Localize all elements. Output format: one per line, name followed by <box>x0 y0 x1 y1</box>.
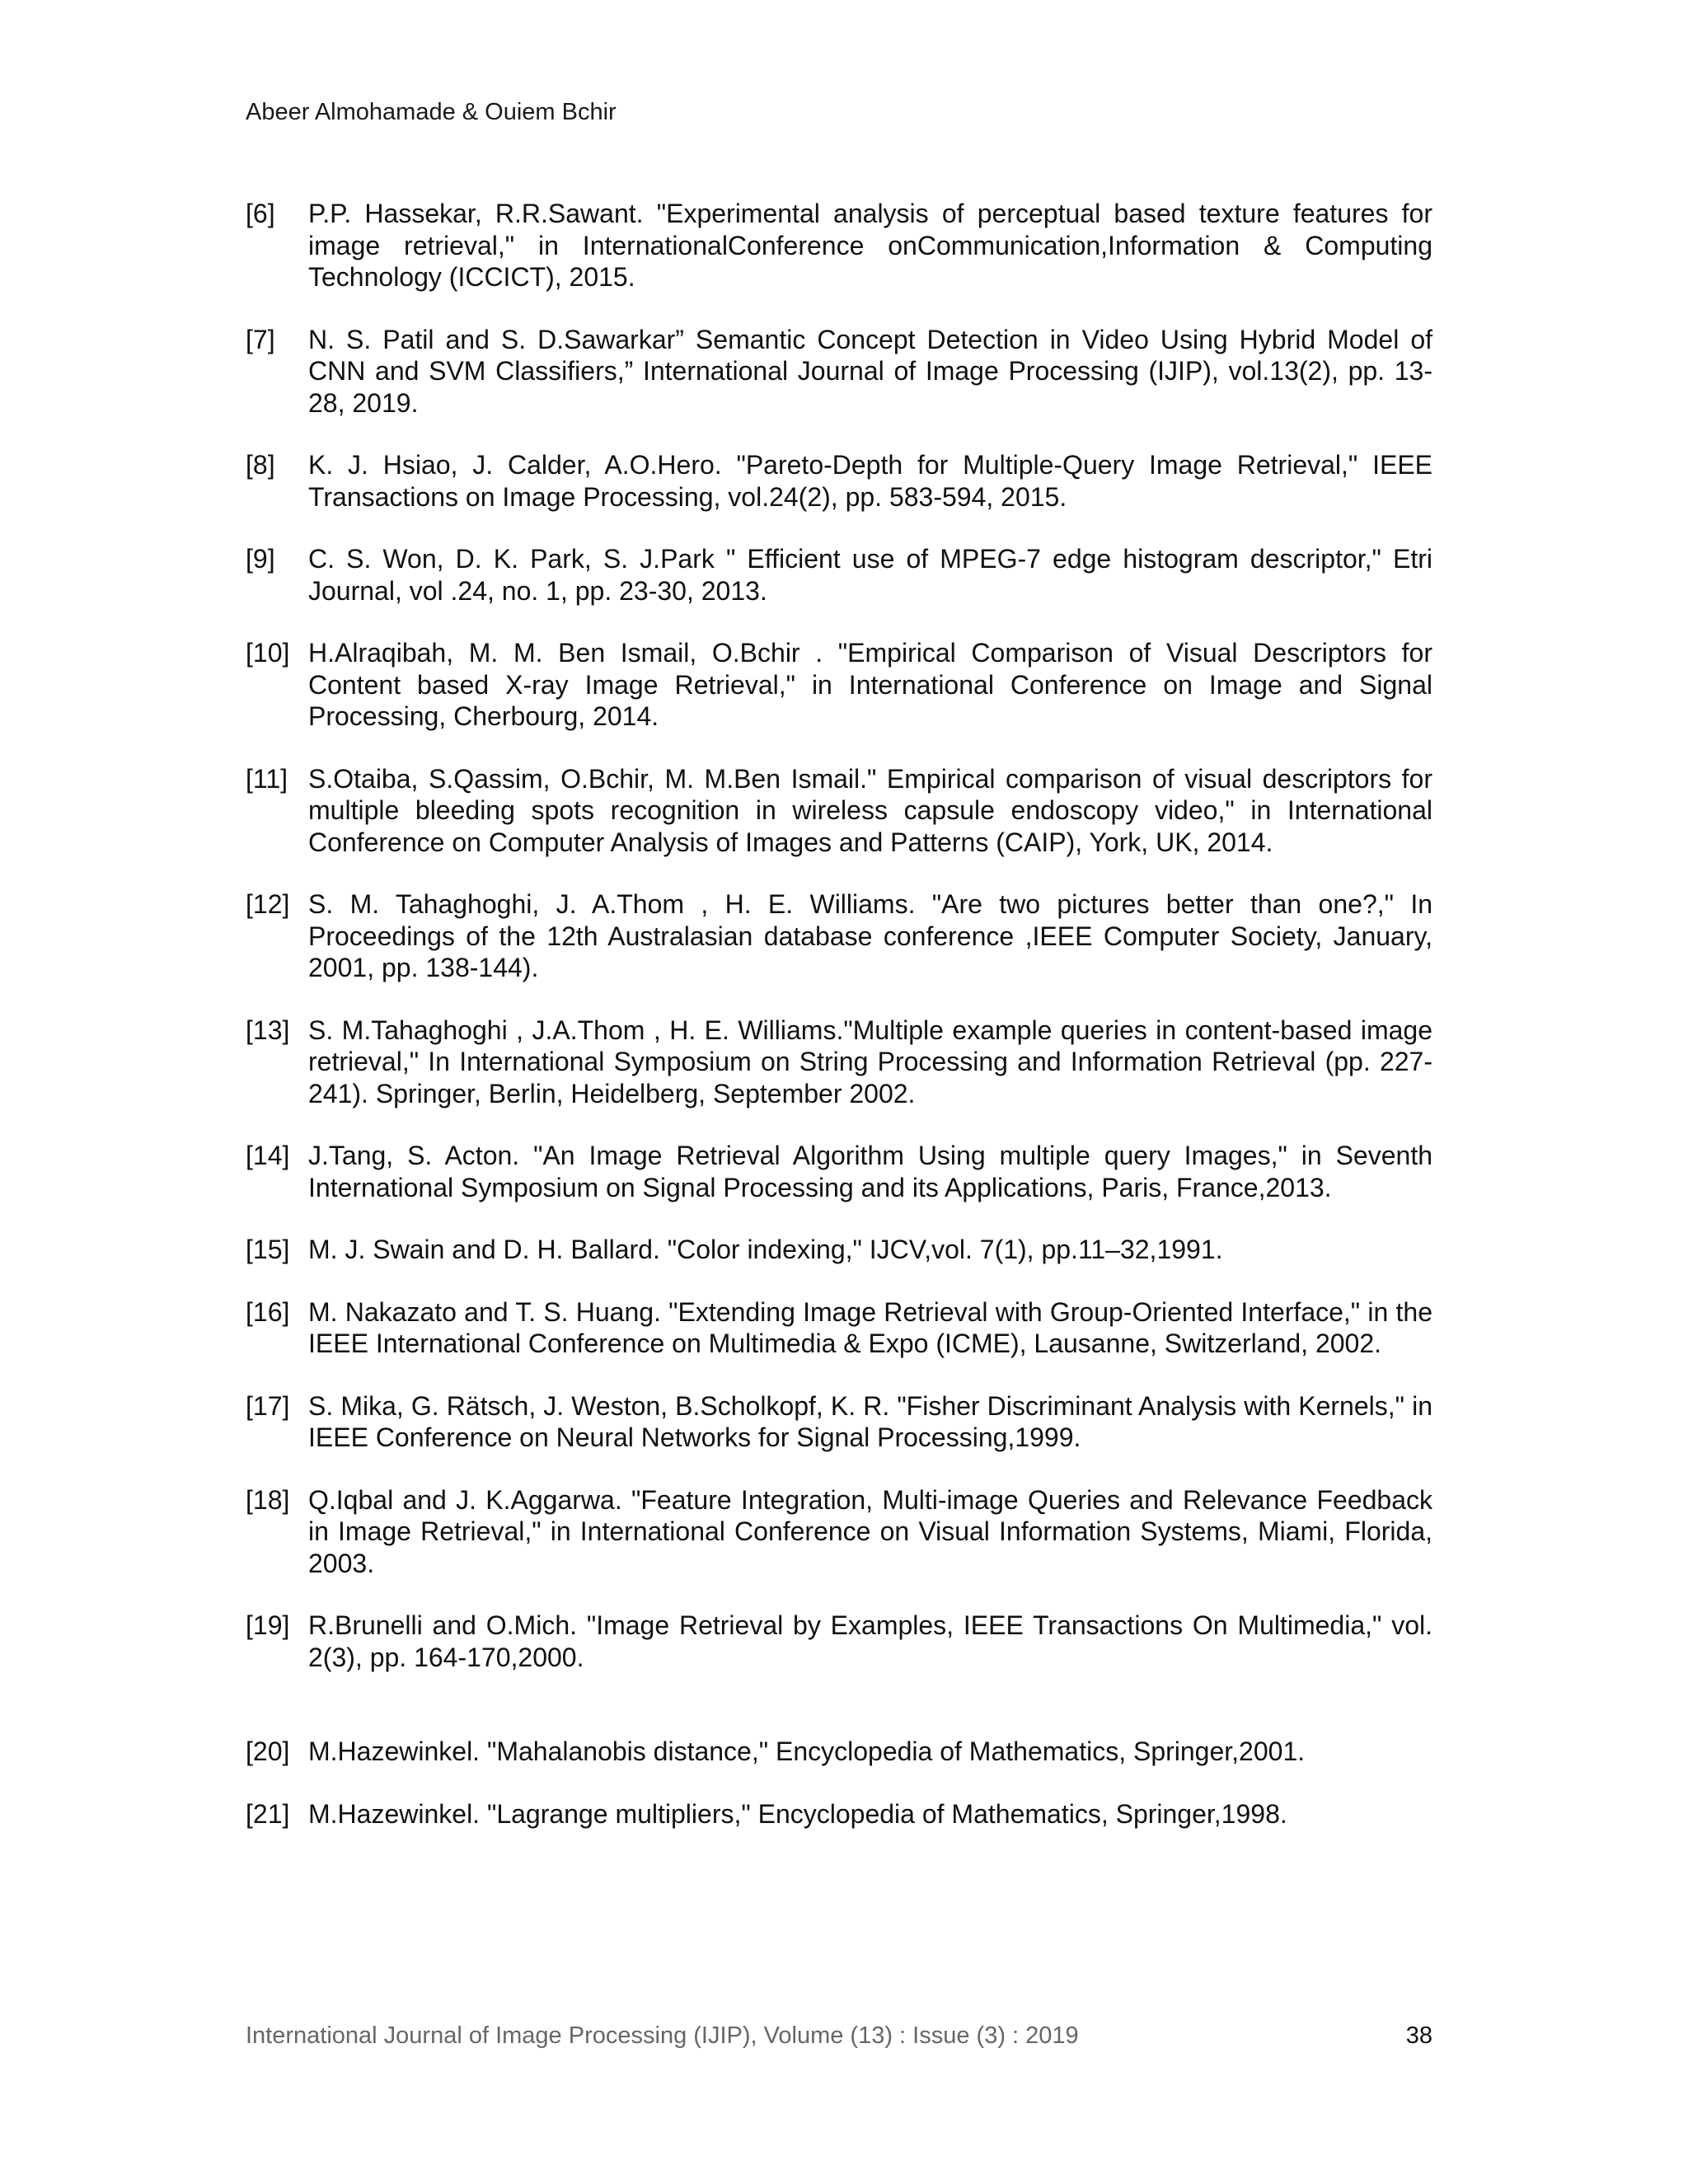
reference-number: [8] <box>246 450 275 480</box>
reference-item-6 <box>246 198 1432 293</box>
reference-item-16 <box>246 1296 1432 1360</box>
reference-text: S. Mika, G. Rätsch, J. Weston, B.Scholkopf, K. R. "Fisher Discriminant Analysis with Kernels," in IEEE Conference on Neural Networks for Signal Processing,1999. <box>308 1390 1432 1452</box>
reference-number: [9] <box>246 544 275 574</box>
reference-text: M. Nakazato and T. S. Huang. "Extending Image Retrieval with Group-Oriented Interface," in the IEEE International Conference on Multimedia & Expo (ICME), Lausanne, Switzerland, 2002. <box>308 1296 1432 1358</box>
reference-text: M.Hazewinkel. "Mahalanobis distance," Encyclopedia of Mathematics, Springer,2001. <box>308 1736 1306 1766</box>
reference-item-11 <box>246 763 1432 859</box>
reference-list <box>246 198 1432 1860</box>
reference-number: [15] <box>246 1235 290 1264</box>
reference-item-19 <box>246 1610 1432 1673</box>
reference-number: [11] <box>246 763 288 794</box>
reference-item-8 <box>246 449 1432 513</box>
reference-text: P.P. Hassekar, R.R.Sawant. "Experimental analysis of perceptual based texture features for image retrieval," in InternationalConference onCommunication,Information & Computing Technology (ICCICT), 2015. <box>308 199 1432 292</box>
reference-number: [10] <box>246 638 290 668</box>
reference-number: [6] <box>246 199 275 228</box>
reference-text: J.Tang, S. Acton. "An Image Retrieval Algorithm Using multiple query Images," in Seventh International Symposium on Signal Processing and its Applications, Paris, France,2013. <box>308 1141 1432 1202</box>
reference-item-10 <box>246 637 1432 733</box>
reference-item-13 <box>246 1015 1432 1110</box>
reference-number: [21] <box>246 1798 290 1829</box>
reference-number: [20] <box>246 1736 290 1766</box>
reference-item-18 <box>246 1484 1432 1580</box>
reference-item-12 <box>246 888 1432 984</box>
page-number: 38 <box>1405 2022 1432 2049</box>
reference-number: [12] <box>246 889 290 919</box>
reference-text: M. J. Swain and D. H. Ballard. "Color indexing," IJCV,vol. 7(1), pp.11–32,1991. <box>308 1235 1223 1264</box>
reference-text: R.Brunelli and O.Mich. "Image Retrieval by Examples, IEEE Transactions On Multimedia," vol. 2(3), pp. 164-170,2000. <box>308 1610 1432 1672</box>
reference-number: [14] <box>246 1141 290 1170</box>
reference-item-15 <box>246 1234 1432 1266</box>
reference-number: [19] <box>246 1610 290 1640</box>
reference-number: [16] <box>246 1296 290 1327</box>
reference-number: [7] <box>246 324 275 354</box>
reference-text: N. S. Patil and S. D.Sawarkar” Semantic Concept Detection in Video Using Hybrid Model of CNN and SVM Classifiers,” International Journal of Image Processing (IJIP), vol.13(2), pp. 13-28, 2019. <box>308 324 1432 418</box>
reference-text: S.Otaiba, S.Qassim, O.Bchir, M. M.Ben Ismail." Empirical comparison of visual descriptors for multiple bleeding spots recognition in wireless capsule endoscopy video," in International Conference on Computer Analysis of Images and Patterns (CAIP), York, UK, 2014. <box>308 763 1432 857</box>
reference-text: S. M.Tahaghoghi , J.A.Thom , H. E. Williams."Multiple example queries in content-based image retrieval," In International Symposium on String Processing and Information Retrieval (pp. 227-241). Springer, Berlin, Heidelberg, September 2002. <box>308 1015 1432 1108</box>
reference-number: [17] <box>246 1390 290 1421</box>
reference-text: H.Alraqibah, M. M. Ben Ismail, O.Bchir . "Empirical Comparison of Visual Descriptors for Content based X-ray Image Retrieval," in International Conference on Image and Signal Processing, Cherbourg, 2014. <box>308 638 1432 731</box>
reference-text: K. J. Hsiao, J. Calder, A.O.Hero. "Pareto-Depth for Multiple-Query Image Retrieval," IEEE Transactions on Image Processing, vol.24(2), pp. 583-594, 2015. <box>308 450 1432 512</box>
reference-number: [13] <box>246 1015 290 1045</box>
reference-item-21 <box>246 1798 1432 1830</box>
reference-item-20 <box>246 1736 1432 1768</box>
reference-item-17 <box>246 1390 1432 1454</box>
reference-text: Q.Iqbal and J. K.Aggarwa. "Feature Integration, Multi-image Queries and Relevance Feedback in Image Retrieval," in International Conference on Visual Information Systems, Miami, Florida, 2003. <box>308 1484 1432 1578</box>
reference-text: C. S. Won, D. K. Park, S. J.Park " Efficient use of MPEG-7 edge histogram descriptor," Etri Journal, vol .24, no. 1, pp. 23-30, 2013. <box>308 544 1432 606</box>
reference-text: S. M. Tahaghoghi, J. A.Thom , H. E. Williams. "Are two pictures better than one?," In Proceedings of the 12th Australasian database conference ,IEEE Computer Society, January, 2001, pp. 138-144). <box>308 889 1432 982</box>
reference-item-9 <box>246 543 1432 607</box>
footer-journal-citation: International Journal of Image Processing (IJIP), Volume (13) : Issue (3) : 2019 <box>246 2022 1079 2049</box>
reference-item-7 <box>246 324 1432 419</box>
reference-number: [18] <box>246 1484 290 1515</box>
running-header-authors: Abeer Almohamade & Ouiem Bchir <box>246 99 617 125</box>
reference-item-14 <box>246 1140 1432 1203</box>
reference-text: M.Hazewinkel. "Lagrange multipliers," Encyclopedia of Mathematics, Springer,1998. <box>308 1798 1287 1829</box>
